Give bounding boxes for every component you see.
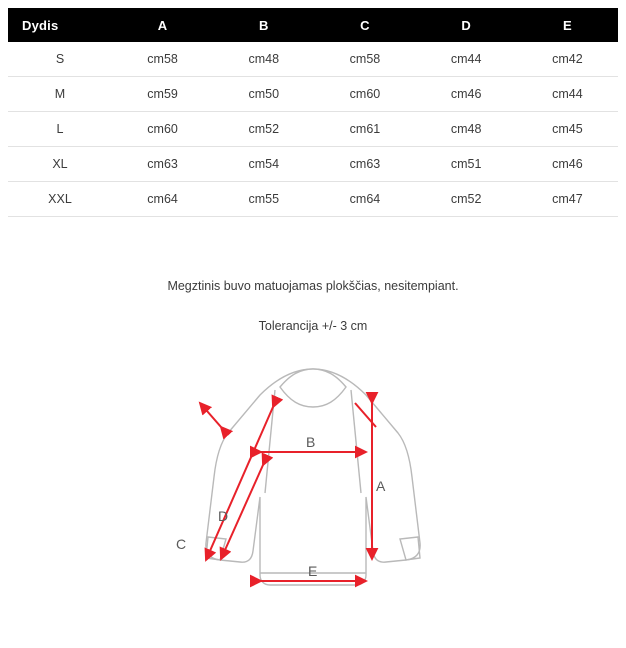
table-header-row: [8, 8, 618, 42]
cell-c: cm61: [314, 112, 415, 147]
cell-a: cm64: [112, 182, 213, 217]
cell-a: cm63: [112, 147, 213, 182]
cell-e: cm44: [517, 77, 618, 112]
cell-size: L: [8, 112, 112, 147]
cell-e: cm42: [517, 42, 618, 77]
cell-b: cm54: [213, 147, 314, 182]
cell-b: cm50: [213, 77, 314, 112]
cell-c: cm60: [314, 77, 415, 112]
label-a: A: [376, 478, 386, 494]
table-row: [8, 147, 618, 182]
table-row: [8, 42, 618, 77]
cell-size: M: [8, 77, 112, 112]
note-flat-measurement: Megztinis buvo matuojamas plokščias, nesitempiant.: [167, 279, 459, 293]
table-row: [8, 77, 618, 112]
measurement-notes: [8, 279, 618, 333]
column-header-size: Dydis: [8, 8, 112, 42]
column-header-e: E: [517, 8, 618, 42]
note-tolerance: Tolerancija +/- 3 cm: [258, 319, 368, 333]
cell-a: cm59: [112, 77, 213, 112]
cell-d: cm46: [416, 77, 517, 112]
cell-a: cm60: [112, 112, 213, 147]
column-header-c: C: [314, 8, 415, 42]
cell-d: cm44: [416, 42, 517, 77]
cell-b: cm48: [213, 42, 314, 77]
cell-c: cm63: [314, 147, 415, 182]
label-c: C: [176, 536, 187, 552]
table-body: [8, 42, 618, 217]
cell-size: XXL: [8, 182, 112, 217]
arrow-a-left: [200, 403, 221, 427]
sweater-outline: [206, 369, 420, 585]
cell-b: cm55: [213, 182, 314, 217]
column-header-d: D: [416, 8, 517, 42]
cell-d: cm48: [416, 112, 517, 147]
column-header-b: B: [213, 8, 314, 42]
label-e: E: [308, 563, 318, 579]
cell-e: cm47: [517, 182, 618, 217]
cell-size: S: [8, 42, 112, 77]
cell-c: cm58: [314, 42, 415, 77]
size-table: [8, 8, 618, 217]
label-d: D: [218, 508, 229, 524]
cell-b: cm52: [213, 112, 314, 147]
cell-c: cm64: [314, 182, 415, 217]
cell-size: XL: [8, 147, 112, 182]
table-header: [8, 8, 618, 42]
cell-e: cm45: [517, 112, 618, 147]
table-row: [8, 112, 618, 147]
cell-e: cm46: [517, 147, 618, 182]
sweater-measurement-svg: [148, 347, 478, 607]
label-b: B: [306, 434, 316, 450]
column-header-a: A: [112, 8, 213, 42]
cell-d: cm52: [416, 182, 517, 217]
table-row: [8, 182, 618, 217]
cell-d: cm51: [416, 147, 517, 182]
garment-diagram: [8, 347, 618, 607]
cell-a: cm58: [112, 42, 213, 77]
